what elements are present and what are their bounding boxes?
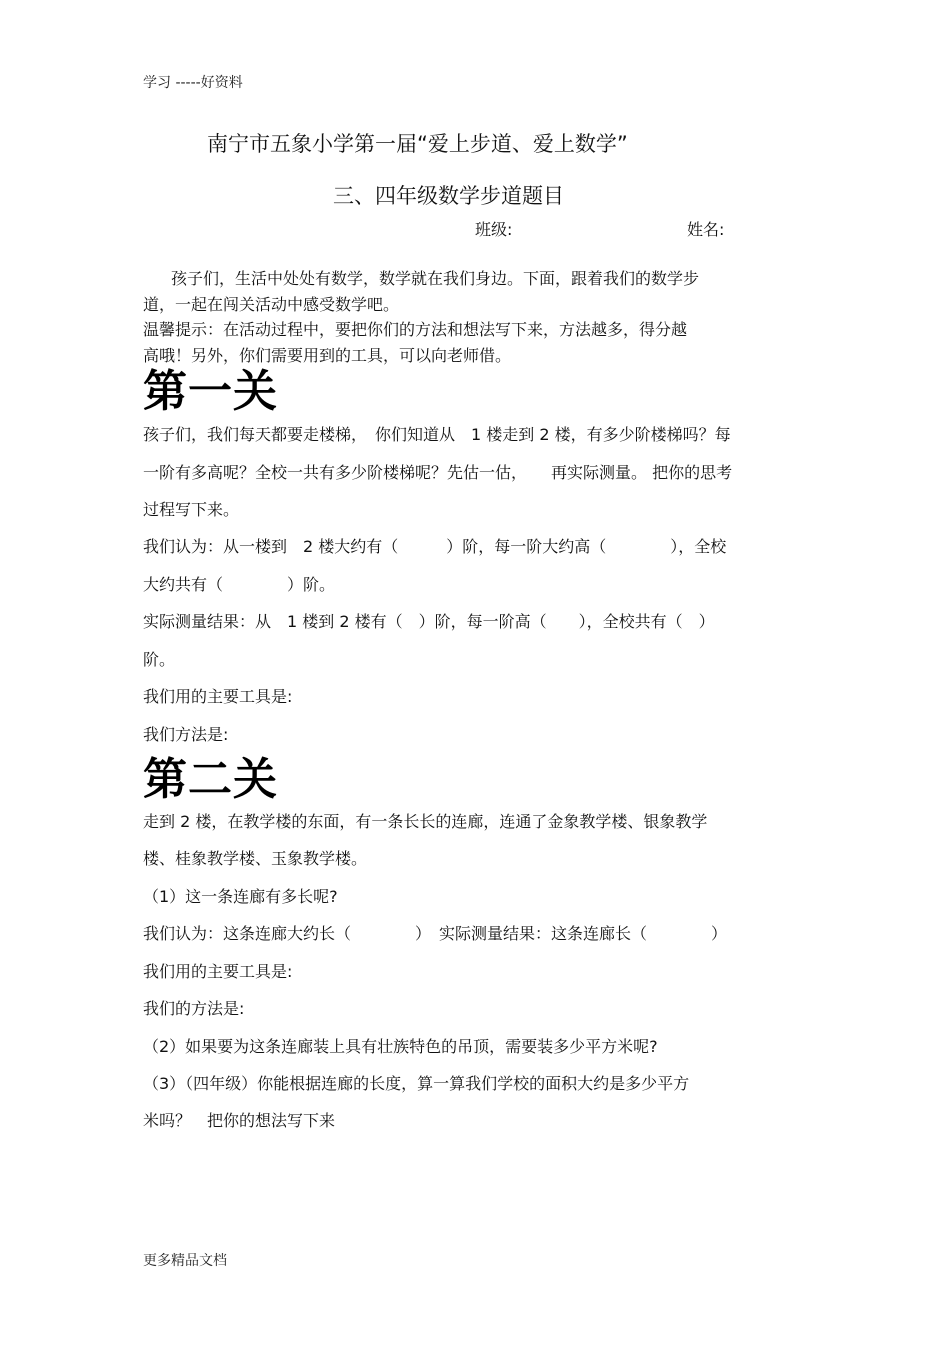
page-header: 学习 -----好资料: [143, 75, 243, 91]
intro-line-1: 孩子们，生活中处处有数学，数学就在我们身边。下面，跟着我们的数学步: [171, 269, 700, 288]
stage-1-measure-line-2: 阶。: [143, 650, 176, 669]
name-label: 姓名:: [687, 220, 725, 239]
stage-1-measure-line-1: 实际测量结果：从 1 楼到 2 楼有（ ）阶，每一阶高（ ），全校共有（ ）: [143, 612, 715, 631]
stage-2-question-2: （2）如果要为这条连廊装上具有壮族特色的吊顶，需要装多少平方米呢?: [143, 1037, 658, 1056]
stage-2-estimate: 我们认为：这条连廊大约长（ ） 实际测量结果：这条连廊长（ ）: [143, 924, 728, 943]
stage-2-method: 我们的方法是:: [143, 999, 245, 1018]
stage-2-question-1: （1）这一条连廊有多长呢?: [143, 887, 338, 906]
stage-1-estimate-line-2: 大约共有（ ）阶。: [143, 575, 336, 594]
tip-line-2: 高哦！另外，你们需要用到的工具，可以向老师借。: [143, 346, 512, 365]
stage-2-question-3-line-1: （3）（四年级）你能根据连廊的长度，算一算我们学校的面积大约是多少平方: [143, 1074, 690, 1093]
stage-1-tools: 我们用的主要工具是:: [143, 687, 293, 706]
stage-2-question-3-line-2: 米吗？ 把你的想法写下来: [143, 1111, 336, 1130]
title-line-1: 南宁市五象小学第一届“爱上步道、爱上数学”: [207, 132, 628, 156]
title-line-2: 三、四年级数学步道题目: [333, 184, 564, 208]
stage-2-intro-line-1: 走到 2 楼，在教学楼的东面，有一条长长的连廊，连通了金象教学楼、银象教学: [143, 812, 708, 831]
stage-1-question-line-3: 过程写下来。: [143, 500, 240, 519]
stage-2-heading: 第二关: [143, 754, 278, 805]
stage-1-method: 我们方法是:: [143, 725, 229, 744]
class-label: 班级:: [475, 220, 513, 239]
stage-1-estimate-line-1: 我们认为：从一楼到 2 楼大约有（ ）阶，每一阶大约高（ ），全校: [143, 537, 727, 556]
intro-line-2: 道，一起在闯关活动中感受数学吧。: [143, 295, 400, 314]
stage-1-question-line-2: 一阶有多高呢？全校一共有多少阶楼梯呢？先估一估， 再实际测量。 把你的思考: [143, 463, 733, 482]
stage-1-question-line-1: 孩子们，我们每天都要走楼梯， 你们知道从 1 楼走到 2 楼，有多少阶楼梯吗？每: [143, 425, 731, 444]
stage-1-heading: 第一关: [143, 366, 278, 417]
stage-2-intro-line-2: 楼、桂象教学楼、玉象教学楼。: [143, 849, 368, 868]
tip-line-1: 温馨提示：在活动过程中，要把你们的方法和想法写下来，方法越多，得分越: [143, 320, 688, 339]
page-footer: 更多精品文档: [143, 1253, 227, 1269]
stage-2-tools: 我们用的主要工具是:: [143, 962, 293, 981]
